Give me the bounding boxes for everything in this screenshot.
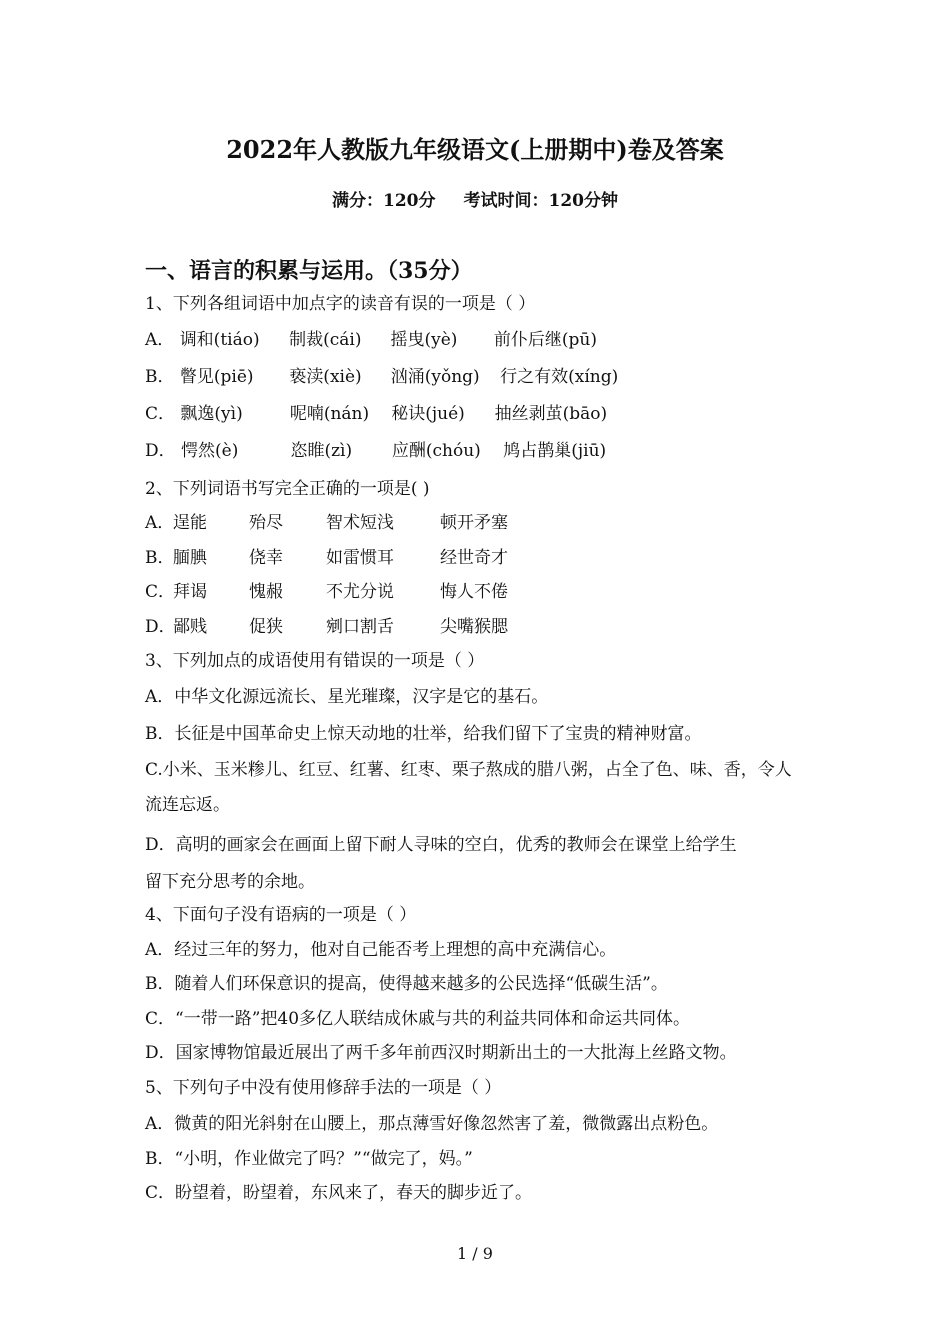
question-4-stem: 4、下面句子没有语病的一项是（ ） [145,905,417,925]
q4-option-c: C．“一带一路”把40多亿人联结成休戚与共的利益共同体和命运共同体。 [145,1009,691,1029]
q1-b-item-1: 瞥见(piē) [179,367,254,387]
q1-a-item-3: 摇曳(yè) [390,330,458,350]
q1-b-item-4: 行之有效(xíng) [500,367,619,387]
exam-info [0,186,950,211]
q1-option-b: B． 瞥见(piē) 亵渎(xiè) 汹涌(yǒng) 行之有效(xíng) [145,367,619,387]
q1-c-item-1: 飘逸(yì) [180,404,243,424]
page-title: 2022年人教版九年级语文(上册期中)卷及答案 [226,135,724,164]
q5-option-c: C．盼望着，盼望着，东风来了，春天的脚步近了。 [145,1183,533,1203]
q1-option-d: D． 愕然(è) 恣睢(zì) 应酬(chóu) 鸠占鹊巢(jiū) [145,441,607,461]
q2-option-b: B．腼腆 侥幸 如雷惯耳 经世奇才 [145,548,508,568]
q2-option-d: D．鄙贱 促狭 剜口割舌 尖嘴猴腮 [145,617,508,637]
q3-option-c-line-1: C.小米、玉米糁儿、红豆、红薯、红枣、栗子熬成的腊八粥，占全了色、味、香，令人 [145,760,792,780]
q3-option-b: B．长征是中国革命史上惊天动地的壮举，给我们留下了宝贵的精神财富。 [145,724,702,744]
q1-d-item-3: 应酬(chóu) [391,441,481,461]
q3-option-d-line-2: 留下充分思考的余地。 [145,872,315,892]
q1-option-a: A． 调和(tiáo) 制裁(cái) 摇曳(yè) 前仆后继(pū) [145,330,598,350]
q3-option-a: A．中华文化源远流长、星光璀璨，汉字是它的基石。 [145,687,549,707]
q1-a-item-1: 调和(tiáo) [179,330,260,350]
q1-c-item-4: 抽丝剥茧(bāo) [494,404,608,424]
q4-option-d: D．国家博物馆最近展出了两千多年前西汉时期新出土的一大批海上丝路文物。 [145,1043,737,1063]
q5-option-b: B．“小明，作业做完了吗？”“做完了，妈。” [145,1149,473,1169]
q5-option-a: A．微黄的阳光斜射在山腰上，那点薄雪好像忽然害了羞，微微露出点粉色。 [145,1114,719,1134]
q1-c-item-2: 呢喃(nán) [289,404,370,424]
question-2-stem: 2、下列词语书写完全正确的一项是( ) [145,479,430,499]
question-1-stem: 1、下列各组词语中加点字的读音有误的一项是（ ） [145,294,536,314]
q2-option-c: C．拜谒 愧赧 不尤分说 悔人不倦 [145,582,508,602]
q4-option-b: B．随着人们环保意识的提高，使得越来越多的公民选择“低碳生活”。 [145,974,668,994]
q1-d-item-2: 恣睢(zì) [290,441,353,461]
q1-c-item-3: 秘诀(jué) [391,404,465,424]
q1-option-c: C． 飘逸(yì) 呢喃(nán) 秘诀(jué) 抽丝剥茧(bāo) [145,404,608,424]
section-heading: 一、语言的积累与运用。（35分） [145,258,473,284]
exam-time: 考试时间：120分钟 [463,191,618,211]
q1-a-item-4: 前仆后继(pū) [493,330,598,350]
q1-d-item-4: 鸠占鹊巢(jiū) [503,441,607,461]
q4-option-a: A．经过三年的努力，他对自己能否考上理想的高中充满信心。 [145,940,617,960]
q3-option-c-line-2: 流连忘返。 [145,795,230,815]
q1-d-item-1: 愕然(è) [181,441,239,461]
q1-b-item-3: 汹涌(yǒng) [390,367,480,387]
question-5-stem: 5、下列句子中没有使用修辞手法的一项是（ ） [145,1078,502,1098]
q1-a-item-2: 制裁(cái) [289,330,362,350]
question-3-stem: 3、下列加点的成语使用有错误的一项是（ ） [145,651,485,671]
q1-b-item-2: 亵渎(xiè) [289,367,362,387]
q2-option-a: A．逞能 殆尽 智术短浅 顿开矛塞 [145,513,508,533]
page-number: 1 / 9 [457,1244,493,1263]
q3-option-d-line-1: D．高明的画家会在画面上留下耐人寻味的空白，优秀的教师会在课堂上给学生 [145,835,737,855]
full-score: 满分：120分 [332,191,436,211]
